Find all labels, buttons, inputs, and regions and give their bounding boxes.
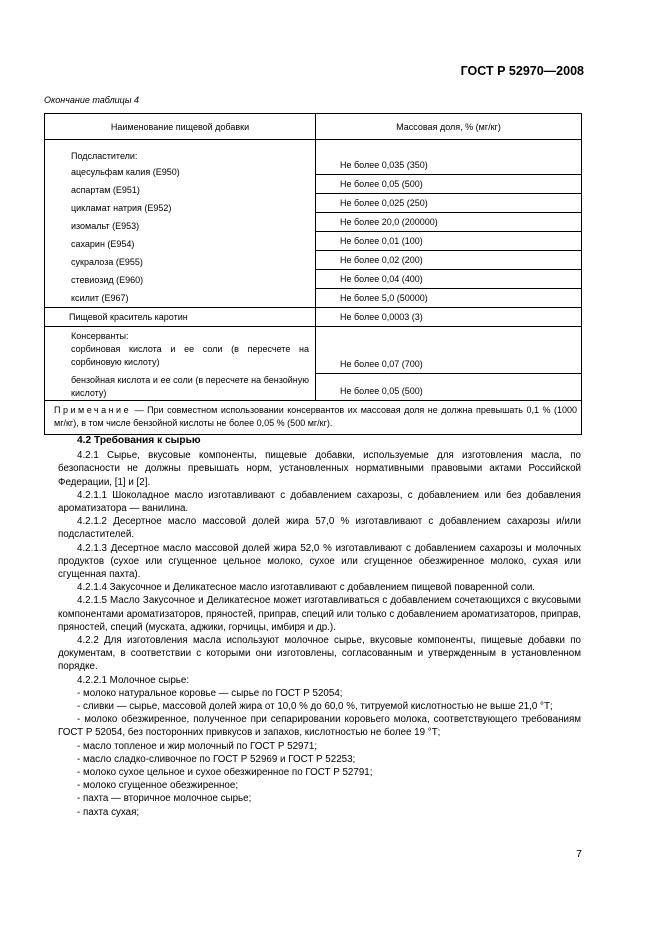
sweetener-value: Не более 0,05 (500) [316,175,581,194]
sweetener-name: изомальт (E953) [71,221,140,231]
page-number: 7 [576,848,582,860]
list-item: - пахта сухая; [77,806,140,818]
sweetener-value: Не более 0,035 (350) [316,156,581,175]
benzoic-acid-value: Не более 0,05 (500) [340,386,423,396]
additives-table [44,113,582,435]
paragraph-4-2-1-4: 4.2.1.4 Закусочное и Деликатесное масло изготавливают с добавлением пищевой поваренной соли. [77,582,536,594]
paragraph-4-2-1-1: 4.2.1.1 Шоколадное масло изготавливают с добавлением сахарозы, с добавлением или без добавления ароматизатора — ванилина. [58,489,581,515]
sorbic-acid-value: Не более 0,07 (700) [316,355,581,374]
list-item: - молоко обезжиренное, полученное при сепарировании коровьего молока, соответствующего требованиям ГОСТ Р 52054, без посторонних привкусов и запахов, кислотностью не более 19 °Т; [58,714,581,739]
paragraph-4-2-1-3: 4.2.1.3 Десертное масло массовой долей жира 52,0 % изготавливают с добавлением сахарозы и молочных продуктов (сухое или сгущенное цельное молоко, сухое или сгущенное обезжиренное молоко, сухая или сгущенная пахта). [58,542,581,581]
sweetener-name: сукралоза (E955) [71,257,143,267]
list-item: - молоко сухое цельное и сухое обезжиренное по ГОСТ Р 52791; [77,767,373,779]
preservatives-names-cell [45,327,316,401]
sweetener-name: цикламат натрия (E952) [71,203,172,213]
sweeteners-title: Подсластители: [71,151,138,161]
sweeteners-values-cell [316,140,582,308]
sweeteners-names-cell [45,140,316,308]
sweetener-value: Не более 5,0 (50000) [340,293,428,303]
list-item: - пахта — вторичное молочное сырье; [77,793,252,805]
colorant-name: Пищевой краситель каротин [45,308,316,327]
paragraph-4-2-2: 4.2.2 Для изготовления масла используют молочное сырье, вкусовые компоненты, пищевые добавки по документам, в соответствии с которыми они изготовлены, согласованным и утвержденным в установленном порядке. [58,635,581,673]
note-label: Примечание [54,405,132,415]
preservatives-title: Консерванты: [71,331,129,341]
note-text: — При совместном использовании консервантов их массовая доля не должна превышать 0,1 % (1000 мг/кг), в том числе бензойной кислоты не более 0,05 % (500 мг/кг). [54,405,577,428]
paragraph-4-2-1-2: 4.2.1.2 Десертное масло массовой долей жира 57,0 % изготавливают с добавлением сахарозы и/или подсластителей. [58,516,581,541]
list-item: - сливки — сырье, массовой долей жира от 10,0 % до 60,0 %, титруемой кислотностью не выше 21,0 °Т; [77,701,553,713]
table-caption: Окончание таблицы 4 [44,95,139,105]
paragraph-4-2-1: 4.2.1 Сырье, вкусовые компоненты, пищевые добавки, используемые для изготовления масла, по безопасности не должны превышать норм, установленных нормативными правовыми актами Российской Федерации, [1] и [2]. [58,450,581,488]
paragraph-4-2-1-5: 4.2.1.5 Масло Закусочное и Деликатесное может изготавливаться с добавлением сочетающихся с вкусовыми компонентами ароматизаторов, пряностей, приправ, специй или только с добавлением ароматизаторов, приправ, пряностей, специй (муската, аджики, горчицы, имбиря и др.). [58,595,581,633]
paragraph-4-2-2-1: 4.2.2.1 Молочное сырье: [77,674,190,686]
list-item: - молоко сгущенное обезжиренное; [77,780,239,792]
section-heading: 4.2 Требования к сырью [77,435,201,446]
table-row-preservatives [45,327,582,401]
sweetener-name: сахарин (E954) [71,239,135,249]
benzoic-acid-name: бензойная кислота и ее соли (в пересчете на бензойную кислоту) [71,375,309,398]
table-note-row [45,401,582,435]
list-item: - масло сладко-сливочное по ГОСТ Р 52969 и ГОСТ Р 52253; [77,753,356,765]
sweetener-name: стевиозид (E960) [71,275,144,285]
list-item: - молоко натуральное коровье — сырье по ГОСТ Р 52054; [77,687,343,699]
list-item: - масло топленое и жир молочный по ГОСТ Р 52971; [77,740,318,752]
sweetener-value: Не более 20,0 (200000) [316,213,581,232]
sweetener-value: Не более 0,01 (100) [316,232,581,251]
sweetener-name: аспартам (E951) [71,185,140,195]
table-row-sweeteners [45,140,582,308]
sweetener-name: ацесульфам калия (E950) [71,167,180,177]
column-header-mass-fraction: Массовая доля, % (мг/кг) [316,114,582,140]
sweetener-value: Не более 0,02 (200) [316,251,581,270]
column-header-additive: Наименование пищевой добавки [45,114,316,140]
table-header-row [45,114,582,140]
table-note [45,401,582,435]
sorbic-acid-name: сорбиновая кислота и ее соли (в пересчете на сорбиновую кислоту) [71,344,309,367]
sweetener-value: Не более 0,025 (250) [316,194,581,213]
table-row-colorant [45,308,582,327]
section-4-2 [58,434,581,819]
document-standard-number: ГОСТ Р 52970—2008 [460,64,584,78]
sweetener-value: Не более 0,04 (400) [316,270,581,289]
sweetener-name: ксилит (E967) [71,293,129,303]
colorant-value: Не более 0,0003 (3) [316,308,582,327]
preservatives-values-cell [316,327,582,401]
